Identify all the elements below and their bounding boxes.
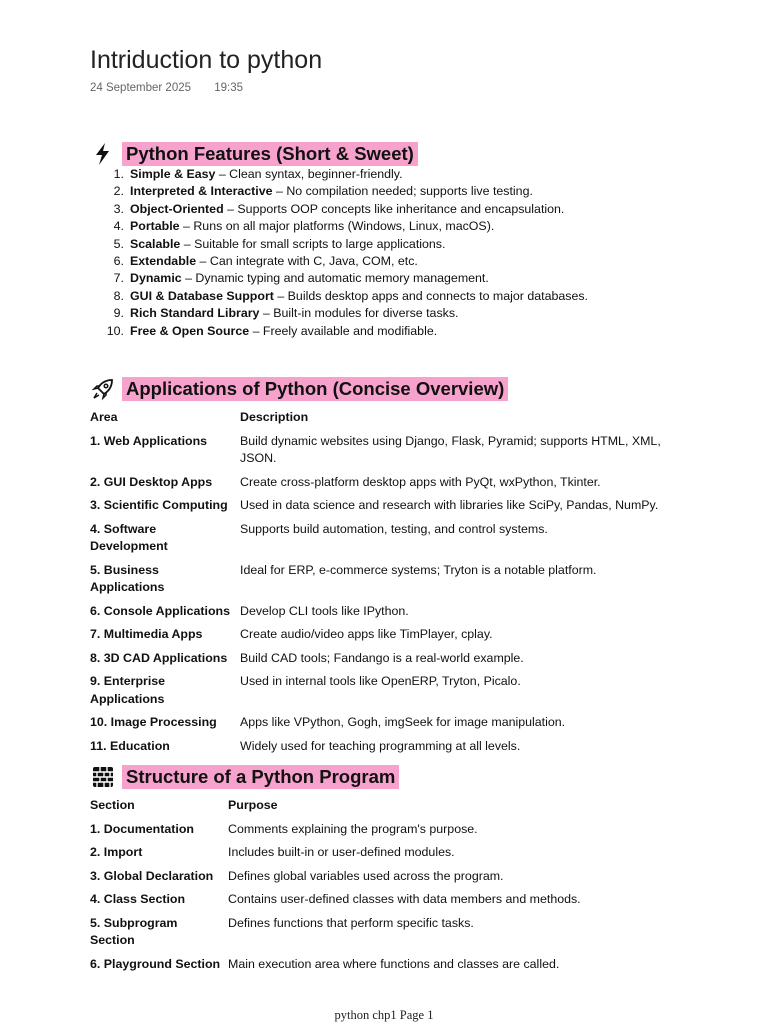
features-heading-text: Python Features (Short & Sweet) <box>122 142 418 166</box>
feature-number: 4. <box>113 219 124 234</box>
table-row <box>90 603 680 627</box>
feature-item <box>90 288 710 305</box>
page-title: Intriduction to python <box>90 46 323 74</box>
feature-number: 3. <box>113 201 124 216</box>
table-row <box>90 626 680 650</box>
table-row <box>90 956 668 980</box>
structure-heading <box>90 764 399 790</box>
rocket-icon <box>90 376 116 402</box>
applications-heading <box>90 376 508 402</box>
feature-desc: – Clean syntax, beginner-friendly. <box>215 167 403 181</box>
feature-desc: – Suitable for small scripts to large applications. <box>180 236 446 251</box>
brick-wall-icon <box>90 764 116 790</box>
feature-number: 7. <box>113 271 124 286</box>
structure-purpose: Main execution area where functions and classes are called. <box>228 956 560 971</box>
features-list <box>90 166 710 340</box>
feature-desc: – No compilation needed; supports live testing. <box>272 184 533 199</box>
applications-col-area: Area <box>90 410 118 424</box>
feature-item <box>90 218 710 235</box>
application-description: Apps like VPython, Gogh, imgSeek for image manipulation. <box>240 715 566 729</box>
table-row <box>90 474 680 498</box>
application-area: 8. 3D CAD Applications <box>90 650 228 665</box>
application-area: 5. Business Applications <box>90 562 165 594</box>
page-date: 24 September 2025 <box>90 82 192 94</box>
feature-item <box>90 323 710 340</box>
table-row <box>90 673 680 714</box>
table-row <box>90 844 668 868</box>
structure-col-section: Section <box>90 798 135 812</box>
feature-term: Rich Standard Library <box>130 306 260 321</box>
feature-item <box>90 270 710 287</box>
table-row <box>90 562 680 603</box>
structure-heading-text: Structure of a Python Program <box>122 765 399 789</box>
feature-item <box>90 236 710 253</box>
applications-table <box>90 409 680 761</box>
table-row <box>90 915 668 956</box>
lightning-icon <box>90 141 116 167</box>
feature-item <box>90 166 710 183</box>
feature-number: 1. <box>113 167 124 181</box>
structure-section: 3. Global Declaration <box>90 868 214 883</box>
structure-section: 2. Import <box>90 845 143 859</box>
application-area: 1. Web Applications <box>90 433 208 448</box>
feature-item <box>90 305 710 322</box>
application-area: 2. GUI Desktop Apps <box>90 474 213 489</box>
feature-term: Scalable <box>130 236 181 251</box>
application-description: Build dynamic websites using Django, Flask, Pyramid; supports HTML, XML, JSON. <box>240 433 661 465</box>
table-row <box>90 714 680 738</box>
application-description: Create cross-platform desktop apps with PyQt, wxPython, Tkinter. <box>240 474 601 489</box>
feature-number: 5. <box>113 236 124 251</box>
table-row <box>90 891 668 915</box>
table-row <box>90 521 680 562</box>
feature-number: 6. <box>113 254 124 269</box>
application-description: Create audio/video apps like TimPlayer, cplay. <box>240 627 493 641</box>
application-description: Develop CLI tools like IPython. <box>240 603 409 618</box>
structure-purpose: Comments explaining the program's purpose. <box>228 821 478 836</box>
table-row <box>90 738 680 762</box>
application-area: 6. Console Applications <box>90 603 230 618</box>
feature-number: 10. <box>106 323 124 338</box>
feature-number: 8. <box>113 288 124 303</box>
structure-section: 1. Documentation <box>90 821 194 836</box>
features-heading <box>90 141 418 167</box>
structure-purpose: Includes built-in or user-defined modules. <box>228 845 455 859</box>
feature-term: Object-Oriented <box>130 201 224 216</box>
applications-heading-text: Applications of Python (Concise Overview) <box>122 377 508 401</box>
structure-section: 5. Subprogram Section <box>90 915 178 947</box>
application-description: Supports build automation, testing, and control systems. <box>240 521 548 536</box>
structure-section: 4. Class Section <box>90 892 186 906</box>
structure-table <box>90 797 668 979</box>
feature-desc: – Freely available and modifiable. <box>249 323 438 338</box>
table-row <box>90 433 680 474</box>
table-row <box>90 497 680 521</box>
application-description: Widely used for teaching programming at all levels. <box>240 738 521 753</box>
applications-col-description: Description <box>240 410 309 424</box>
feature-term: Dynamic <box>130 271 182 286</box>
feature-term: Free & Open Source <box>130 323 250 338</box>
application-area: 4. Software Development <box>90 521 168 553</box>
table-row <box>90 868 668 892</box>
feature-term: Portable <box>130 219 180 234</box>
application-description: Used in data science and research with libraries like SciPy, Pandas, NumPy. <box>240 498 659 512</box>
application-area: 7. Multimedia Apps <box>90 627 203 641</box>
structure-purpose: Defines global variables used across the program. <box>228 868 504 883</box>
table-row <box>90 650 680 674</box>
feature-number: 2. <box>113 184 124 199</box>
feature-desc: – Built-in modules for diverse tasks. <box>259 306 459 321</box>
page-footer: python chp1 Page 1 <box>334 1008 434 1022</box>
application-description: Build CAD tools; Fandango is a real-world example. <box>240 650 524 665</box>
feature-desc: – Supports OOP concepts like inheritance and encapsulation. <box>223 201 565 216</box>
feature-item <box>90 253 710 270</box>
feature-desc: – Runs on all major platforms (Windows, Linux, macOS). <box>179 219 495 234</box>
application-area: 10. Image Processing <box>90 715 217 729</box>
structure-purpose: Defines functions that perform specific tasks. <box>228 915 474 930</box>
feature-desc: – Dynamic typing and automatic memory management. <box>181 271 489 286</box>
feature-item <box>90 183 710 200</box>
application-description: Ideal for ERP, e-commerce systems; Tryton is a notable platform. <box>240 562 597 577</box>
feature-desc: – Can integrate with C, Java, COM, etc. <box>196 254 418 269</box>
structure-section: 6. Playground Section <box>90 956 221 971</box>
feature-item <box>90 201 710 218</box>
feature-number: 9. <box>113 306 124 321</box>
table-row <box>90 821 668 845</box>
structure-purpose: Contains user-defined classes with data members and methods. <box>228 892 581 906</box>
application-area: 3. Scientific Computing <box>90 498 228 512</box>
feature-term: Extendable <box>130 254 197 269</box>
feature-term: Simple & Easy <box>130 167 216 181</box>
application-area: 11. Education <box>90 738 170 753</box>
structure-col-purpose: Purpose <box>228 798 278 812</box>
page-time: 19:35 <box>214 82 244 94</box>
feature-term: GUI & Database Support <box>130 288 274 303</box>
feature-term: Interpreted & Interactive <box>130 184 273 199</box>
application-description: Used in internal tools like OpenERP, Tryton, Picalo. <box>240 674 521 688</box>
feature-desc: – Builds desktop apps and connects to major databases. <box>273 288 588 303</box>
application-area: 9. Enterprise Applications <box>90 674 166 706</box>
page-meta <box>90 82 263 94</box>
